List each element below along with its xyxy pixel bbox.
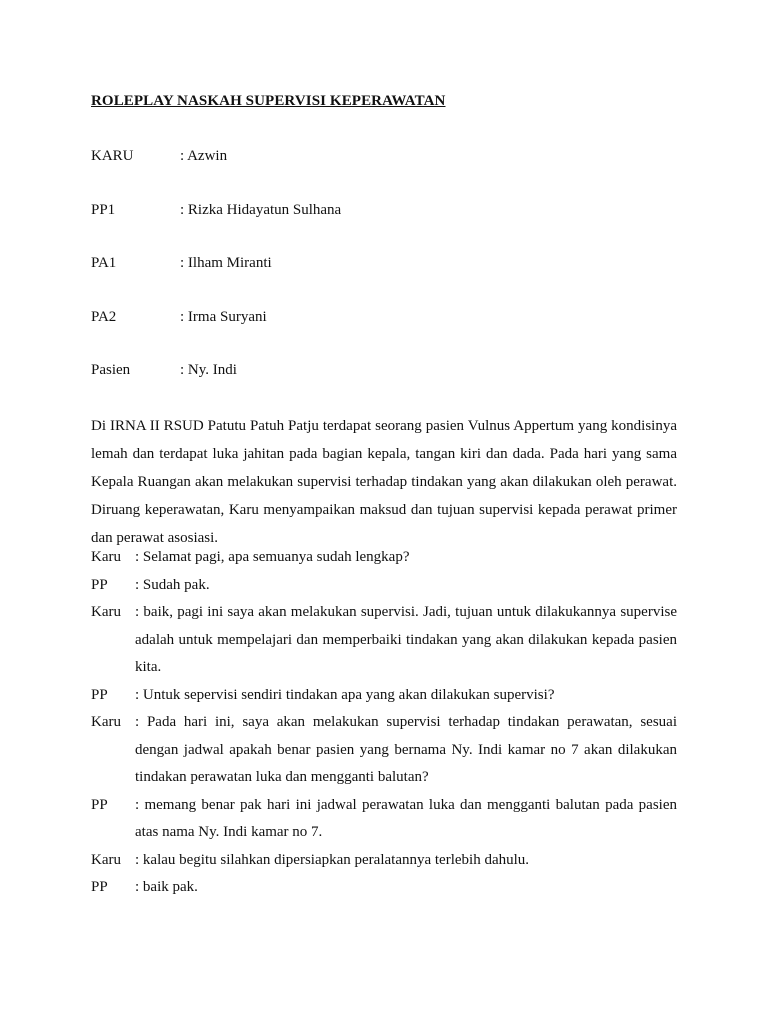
dialogue-text: : kalau begitu silahkan dipersiapkan peralatannya terlebih dahulu. (135, 851, 530, 868)
dialogue-line (91, 792, 677, 847)
cast-role: PP1 (91, 202, 116, 218)
dialogue-text: : baik pak. (135, 879, 198, 895)
dialogue-line (91, 572, 677, 600)
scene-narrative: Di IRNA II RSUD Patutu Patuh Patju terdapat seorang pasien Vulnus Appertum yang kondisinya lemah dan terdapat luka jahitan pada bagian kepala, tangan kiri dan dada. Pada hari yang sama Kepala Ruangan akan melakukan supervisi terhadap tindakan yang akan dilakukan oleh perawat. Diruang keperawatan, Karu menyampaikan maksud dan tujuan supervisi kepada perawat primer dan perawat asosiasi. (91, 418, 677, 546)
dialogue-text: : Pada hari ini, saya akan melakukan supervisi terhadap tindakan perawatan, sesuai dengan jadwal apakah benar pasien yang bernama Ny. Indi kamar no 7 akan dilakukan tindakan perawatan luka dan mengganti balutan? (135, 714, 677, 785)
dialogue-speaker: PP (91, 796, 108, 813)
cast-name: : Rizka Hidayatun Sulhana (180, 202, 342, 218)
cast-row-pa2 (91, 307, 681, 327)
cast-name: : Ilham Miranti (180, 255, 272, 271)
cast-role: PA1 (91, 255, 117, 271)
cast-role: KARU (91, 148, 134, 164)
dialogue-speaker: Karu (91, 549, 121, 565)
cast-row-pp1 (91, 200, 681, 220)
dialogue-text: : Sudah pak. (135, 576, 210, 593)
dialogue-line (91, 874, 677, 902)
dialogue-speaker: Karu (91, 851, 121, 868)
dialogue-speaker: Karu (91, 714, 121, 730)
dialogue-speaker: PP (91, 686, 108, 703)
cast-row-karu (91, 146, 681, 166)
dialogue-line (91, 847, 677, 875)
dialogue-text: : Untuk sepervisi sendiri tindakan apa yang akan dilakukan supervisi? (135, 686, 555, 703)
cast-name: : Ny. Indi (180, 362, 237, 378)
cast-role: PA2 (91, 309, 117, 325)
dialogue-list (91, 544, 677, 902)
dialogue-text: : baik, pagi ini saya akan melakukan supervisi. Jadi, tujuan untuk dilakukannya supervise adalah untuk mempelajari dan memperbaiki tindakan yang akan dilakukan kepada pasien kita. (135, 604, 677, 675)
dialogue-text: : Selamat pagi, apa semuanya sudah lengkap? (135, 549, 410, 565)
dialogue-text: : memang benar pak hari ini jadwal perawatan luka dan mengganti balutan pada pasien atas nama Ny. Indi kamar no 7. (135, 796, 677, 840)
document-title: ROLEPLAY NASKAH SUPERVISI KEPERAWATAN (91, 93, 446, 109)
dialogue-line (91, 599, 677, 682)
cast-row-pasien (91, 360, 681, 380)
cast-name: : Irma Suryani (180, 309, 267, 325)
dialogue-speaker: Karu (91, 604, 121, 620)
cast-row-pa1 (91, 253, 681, 273)
dialogue-speaker: PP (91, 576, 108, 593)
dialogue-line (91, 682, 677, 710)
dialogue-speaker: PP (91, 879, 108, 895)
cast-name: : Azwin (180, 148, 228, 164)
cast-role: Pasien (91, 362, 131, 378)
dialogue-line (91, 709, 677, 792)
dialogue-line (91, 544, 677, 572)
